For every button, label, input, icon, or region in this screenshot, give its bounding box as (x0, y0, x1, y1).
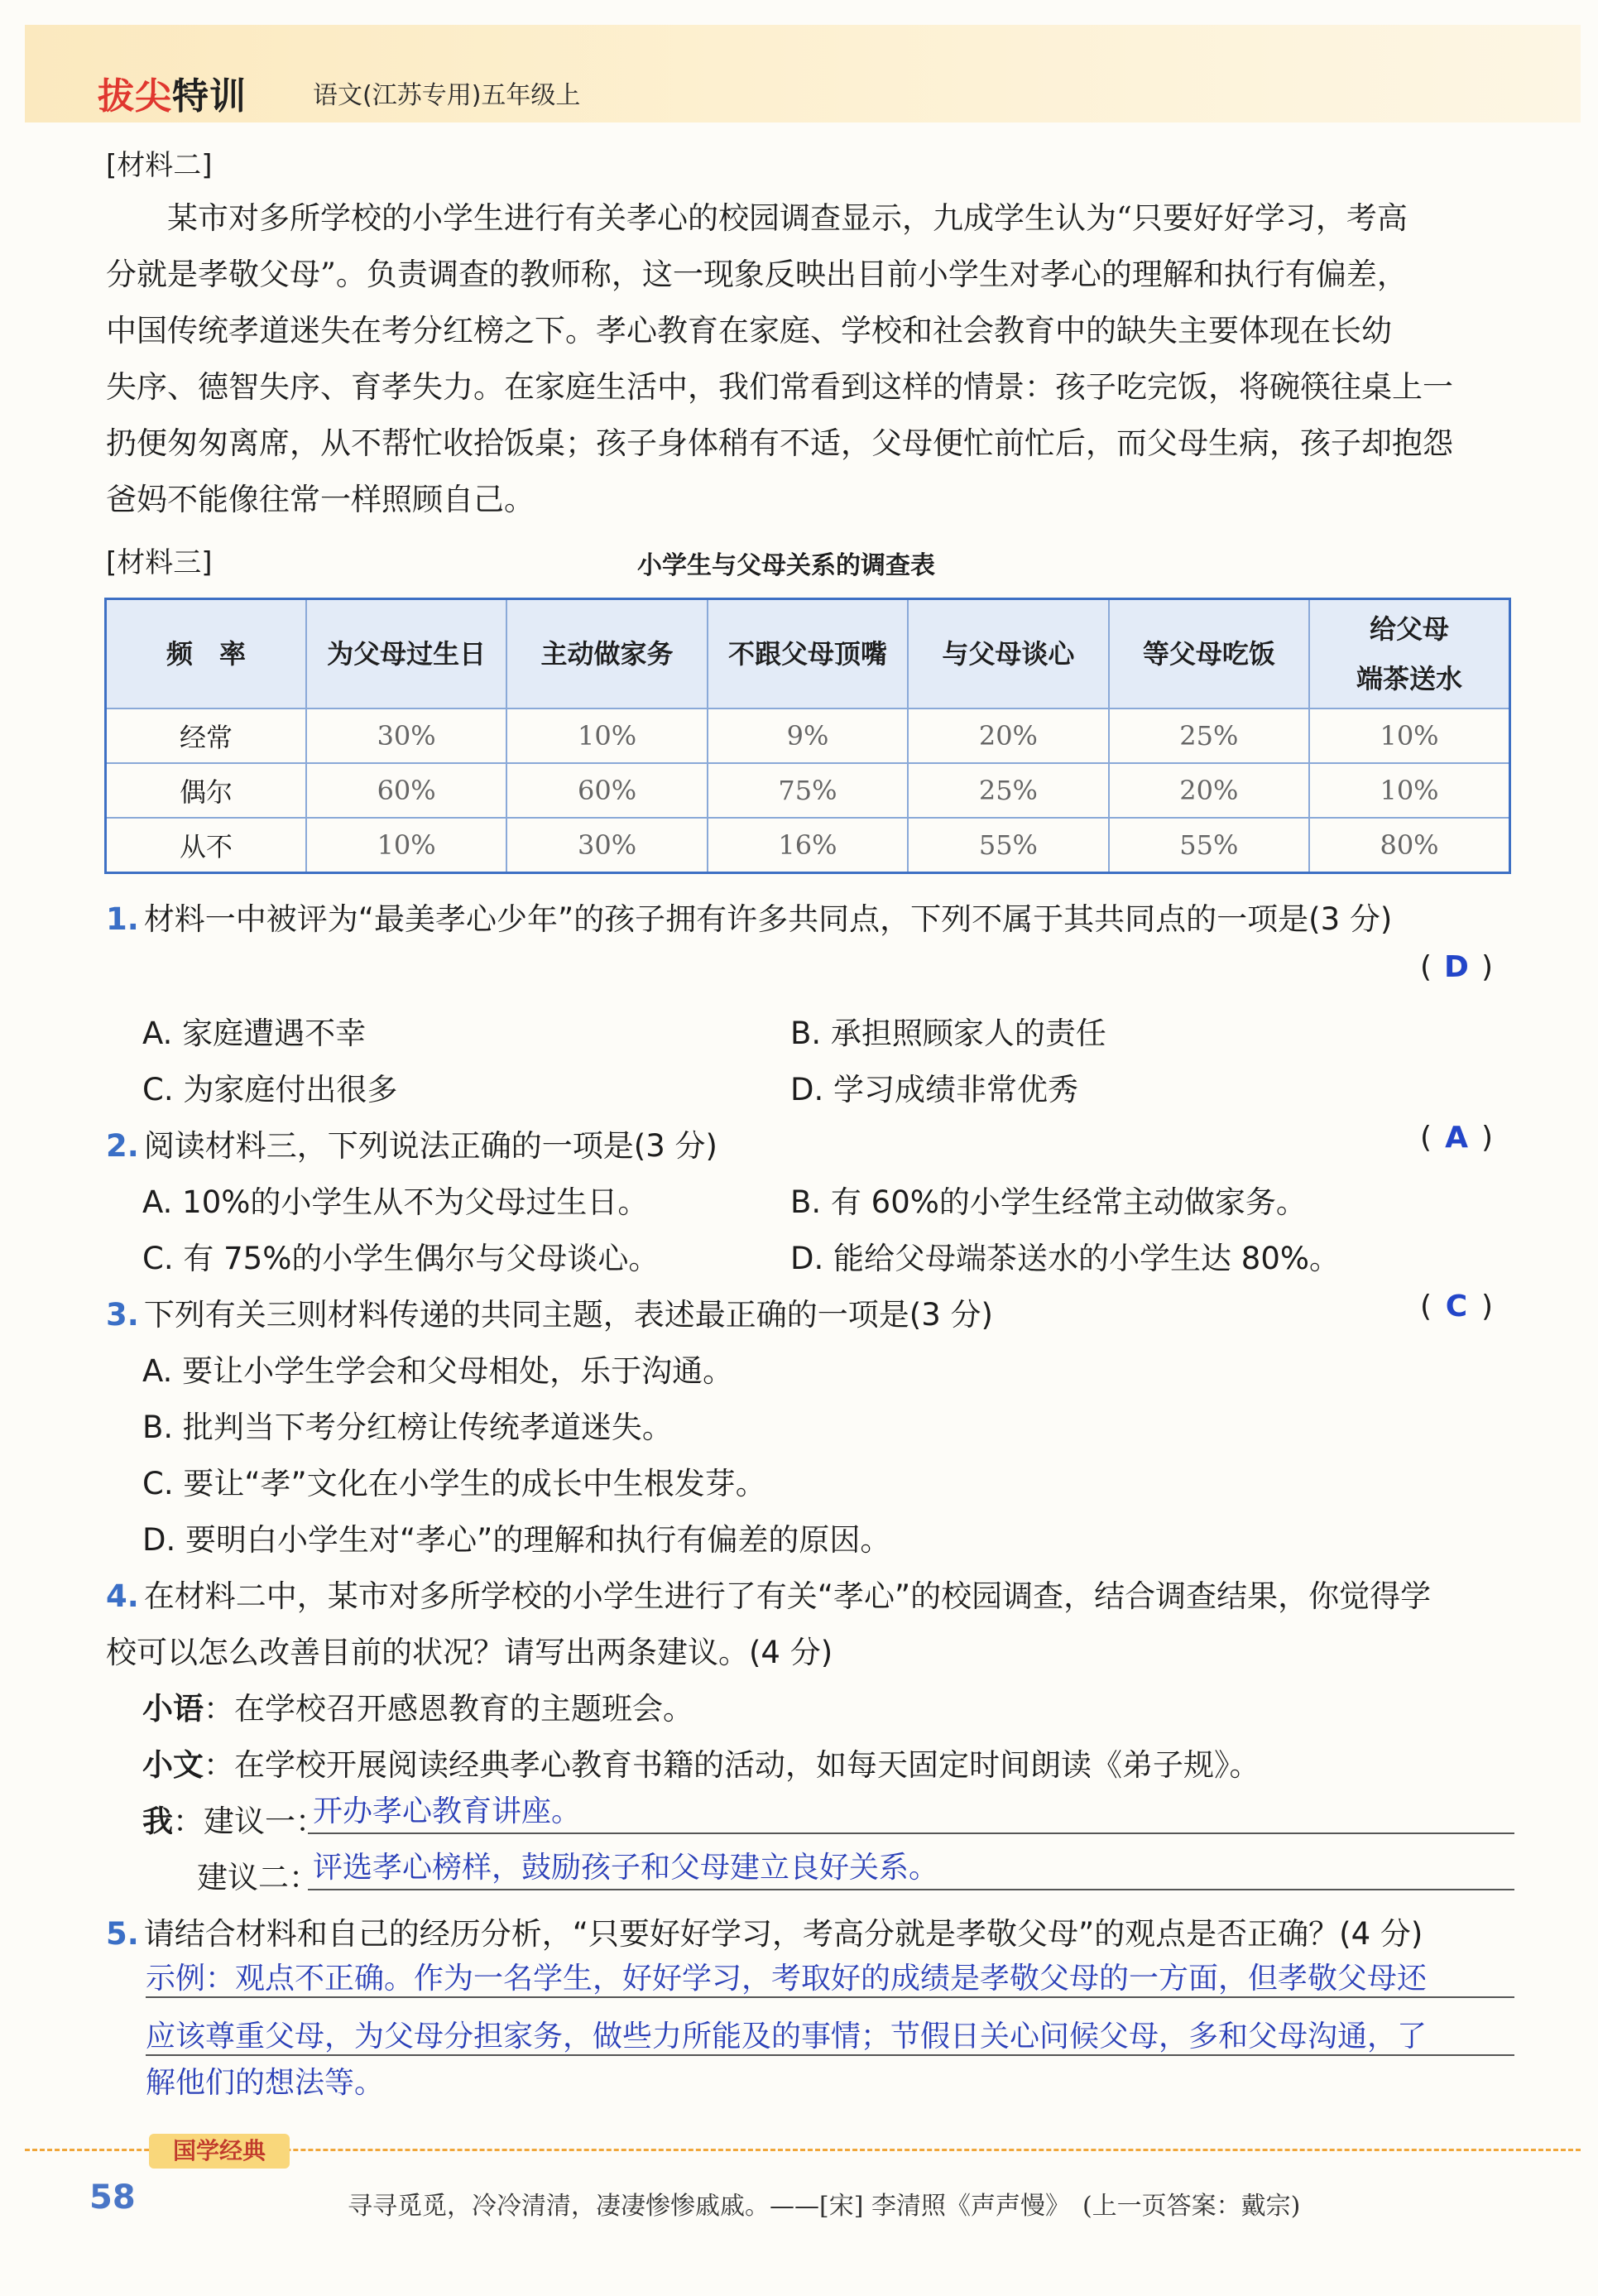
table-cell: 10% (506, 708, 707, 763)
option-d: D. 能给父母端茶送水的小学生达 80%。 (790, 1241, 1341, 1276)
xiaowen-suggestion (142, 1740, 1260, 1784)
paragraph-line: 某市对多所学校的小学生进行有关孝心的校园调查显示，九成学生认为“只要好好学习，考高 (106, 200, 1408, 236)
option-a: A. 要让小学生学会和父母相处，乐于沟通。 (142, 1353, 734, 1389)
option-b: B. 有 60%的小学生经常主动做家务。 (790, 1184, 1307, 1220)
table-cell: 75% (708, 763, 908, 818)
answer-blank-2: ( A ) (1419, 1121, 1494, 1155)
header-heart-talk: 与父母谈心 (908, 599, 1108, 709)
question-3 (106, 1290, 993, 1334)
footer-tag: 国学经典 (149, 2134, 290, 2169)
answer-line: 解他们的想法等。 (146, 2066, 385, 2100)
answer-underline (146, 1996, 1514, 1998)
option-c: C. 有 75%的小学生偶尔与父母谈心。 (142, 1241, 660, 1276)
question-number: 2. (106, 1128, 139, 1164)
suggestion-text: ：在学校召开感恩教育的主题班会。 (204, 1691, 693, 1727)
table-cell: 10% (306, 818, 506, 873)
answer-underline (146, 2054, 1514, 2056)
question-text: 阅读材料三，下列说法正确的一项是(3 分) (143, 1128, 717, 1164)
suggestion-text: ：在学校开展阅读经典孝心教育书籍的活动，如每天固定时间朗读《弟子规》。 (204, 1747, 1260, 1783)
row-label: 经常 (106, 708, 306, 763)
answer-underline (308, 1889, 1514, 1890)
suggestion-1-answer: 开办孝心教育讲座。 (313, 1794, 582, 1828)
table-header-row (106, 599, 1510, 709)
answer-line: 应该尊重父母，为父母分担家务，做些力所能及的事情；节假日关心问候父母，多和父母沟通，了 (146, 2020, 1428, 2053)
table-cell: 80% (1309, 818, 1509, 873)
my-suggestion-1-label (142, 1796, 326, 1841)
table-cell: 55% (1109, 818, 1309, 873)
brand-logo: 拔尖特训 (98, 75, 247, 118)
table-cell: 16% (708, 818, 908, 873)
material2-paragraph (106, 190, 1513, 528)
table-cell: 30% (306, 708, 506, 763)
header-band (25, 25, 1581, 122)
answer-letter: A (1445, 1121, 1468, 1155)
header-frequency: 频 率 (106, 599, 306, 709)
paragraph-line: 失序、德智失序、育孝失力。在家庭生活中，我们常看到这样的情景：孩子吃完饭，将碗筷往桌上一 (106, 369, 1453, 405)
table-cell: 10% (1309, 763, 1509, 818)
survey-table (104, 598, 1511, 874)
speaker-label: 小文 (142, 1747, 204, 1783)
question-4-line2: 校可以怎么改善目前的状况？请写出两条建议。(4 分) (106, 1635, 833, 1670)
question-5 (106, 1909, 1423, 1953)
answer-underline (308, 1832, 1514, 1834)
option-a: A. 家庭遭遇不幸 (142, 1016, 367, 1051)
question-text: 在材料二中，某市对多所学校的小学生进行了有关“孝心”的校园调查，结合调查结果，你觉得学 (143, 1578, 1432, 1614)
paragraph-line: 分就是孝敬父母”。负责调查的教师称，这一现象反映出目前小学生对孝心的理解和执行有偏差， (106, 257, 1408, 292)
option-d: D. 学习成绩非常优秀 (790, 1072, 1079, 1107)
table-cell: 60% (306, 763, 506, 818)
table-title: 小学生与父母关系的调查表 (637, 551, 935, 580)
header-wait-meal: 等父母吃饭 (1109, 599, 1309, 709)
paragraph-line: 爸妈不能像往常一样照顾自己。 (106, 482, 535, 517)
speaker-label: 小语 (142, 1691, 204, 1727)
option-c: C. 为家庭付出很多 (142, 1072, 398, 1107)
table-row (106, 763, 1510, 818)
table-cell: 9% (708, 708, 908, 763)
question-2 (106, 1121, 717, 1165)
answer-blank-3: ( C ) (1419, 1290, 1494, 1323)
option-d: D. 要明白小学生对“孝心”的理解和执行有偏差的原因。 (142, 1522, 891, 1558)
table-cell: 25% (1109, 708, 1309, 763)
header-no-talkback: 不跟父母顶嘴 (708, 599, 908, 709)
xiaoyu-suggestion (142, 1684, 693, 1728)
table-row (106, 708, 1510, 763)
option-c: C. 要让“孝”文化在小学生的成长中生根发芽。 (142, 1466, 766, 1501)
question-number: 1. (106, 901, 139, 937)
material3-label: [材料三] (106, 546, 213, 579)
table-cell: 30% (506, 818, 707, 873)
speaker-label: 我 (142, 1804, 173, 1839)
table-cell: 20% (908, 708, 1108, 763)
question-text: 请结合材料和自己的经历分析，“只要好好学习，考高分就是孝敬父母”的观点是否正确？(4 分) (143, 1916, 1423, 1952)
question-number: 3. (106, 1297, 139, 1333)
material2-label: [材料二] (106, 149, 213, 182)
answer-letter: C (1445, 1290, 1468, 1323)
table-cell: 25% (908, 763, 1108, 818)
page-number: 58 (89, 2178, 136, 2217)
question-text: 材料一中被评为“最美孝心少年”的孩子拥有许多共同点，下列不属于其共同点的一项是(3 分) (143, 901, 1393, 937)
row-label: 偶尔 (106, 763, 306, 818)
table-cell: 10% (1309, 708, 1509, 763)
suggestion-2-answer: 评选孝心榜样，鼓励孩子和父母建立良好关系。 (313, 1851, 939, 1885)
question-1 (106, 894, 1392, 939)
row-label: 从不 (106, 818, 306, 873)
question-number: 4. (106, 1578, 139, 1614)
answer-letter: D (1444, 950, 1469, 984)
table-cell: 60% (506, 763, 707, 818)
paragraph-line: 中国传统孝道迷失在考分红榜之下。孝心教育在家庭、学校和社会教育中的缺失主要体现在长幼 (106, 313, 1392, 348)
table-cell: 20% (1109, 763, 1309, 818)
paragraph-line: 扔便匆匆离席，从不帮忙收拾饭桌；孩子身体稍有不适，父母便忙前忙后，而父母生病，孩子却抱怨 (106, 425, 1453, 461)
option-b: B. 批判当下考分红榜让传统孝道迷失。 (142, 1410, 673, 1445)
suggestion-label: ：建议一： (173, 1804, 326, 1839)
my-suggestion-2-label: 建议二： (197, 1860, 319, 1895)
header-birthday: 为父母过生日 (306, 599, 506, 709)
footer-quote: 寻寻觅觅，冷冷清清，凄凄惨惨戚戚。——[宋] 李清照《声声慢》 (上一页答案：戴宗) (348, 2192, 1301, 2221)
question-number: 5. (106, 1916, 139, 1952)
question-text: 下列有关三则材料传递的共同主题，表述最正确的一项是(3 分) (143, 1297, 993, 1333)
table-row (106, 818, 1510, 873)
answer-blank-1: ( D ) (1419, 950, 1494, 984)
header-chores: 主动做家务 (506, 599, 707, 709)
option-a: A. 10%的小学生从不为父母过生日。 (142, 1184, 649, 1220)
book-info: 语文(江苏专用)五年级上 (313, 81, 581, 110)
option-b: B. 承担照顾家人的责任 (790, 1016, 1106, 1051)
answer-line: 示例：观点不正确。作为一名学生，好好学习，考取好的成绩是孝敬父母的一方面，但孝敬父母还 (146, 1962, 1428, 1996)
question-4 (106, 1571, 1431, 1616)
header-serve-tea: 给父母 端茶送水 (1309, 599, 1509, 709)
table-cell: 55% (908, 818, 1108, 873)
